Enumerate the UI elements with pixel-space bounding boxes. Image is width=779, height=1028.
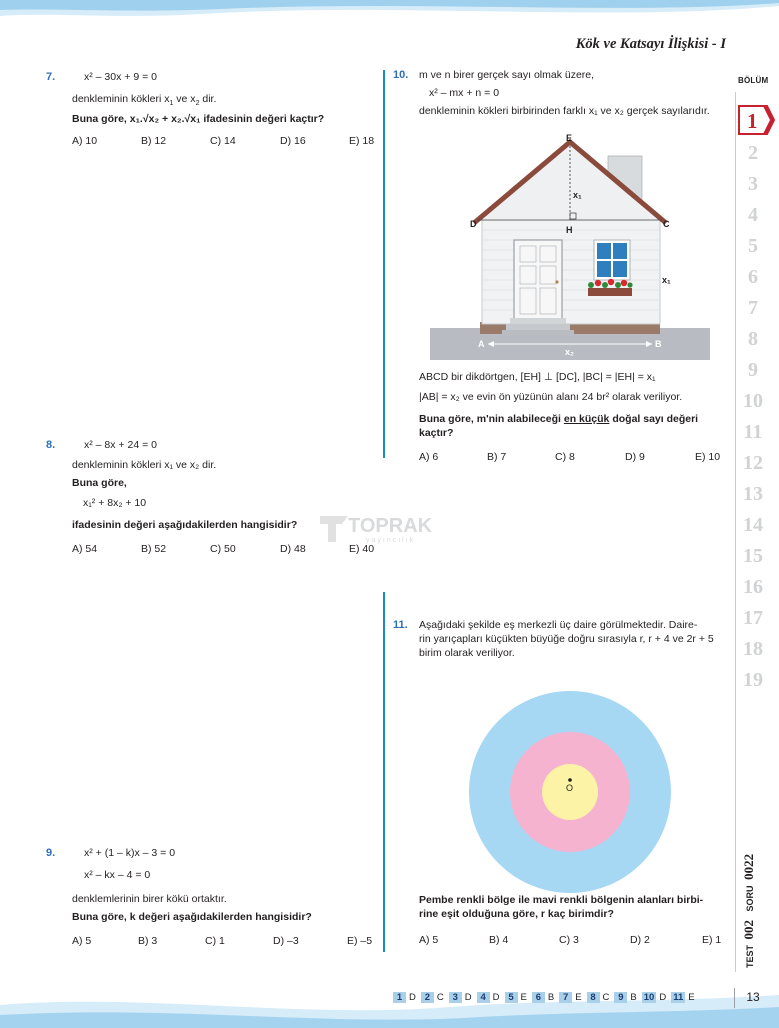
label-d: D [470, 219, 477, 229]
center-label: O [566, 783, 574, 793]
top-wave-decoration [0, 0, 779, 30]
answer-key-number: 10 [643, 992, 655, 1003]
flower-box [588, 288, 632, 296]
answer-key-letter: B [630, 992, 637, 1003]
answer-key [393, 992, 700, 1003]
section-number[interactable]: 16 [743, 576, 763, 598]
option-e[interactable]: E) 18 [349, 135, 375, 147]
info-line-1: ABCD bir dikdörtgen, [EH] ⊥ [DC], |BC| = |EH| = x₁ [419, 371, 656, 383]
answer-key-letter: E [520, 992, 527, 1003]
test-code-label: TEST 002 SORU 0022 [741, 853, 756, 968]
door-knob [555, 280, 558, 283]
answer-key-letter: D [464, 992, 472, 1003]
option-b[interactable]: B) 4 [489, 934, 509, 946]
question-number: 9. [46, 847, 56, 859]
publisher-watermark [318, 510, 458, 551]
question-text: denkleminin kökleri x₁ ve x₂ dir. [72, 459, 217, 471]
door [514, 240, 562, 320]
question-text-3: birim olarak veriliyor. [419, 647, 515, 659]
section-number[interactable]: 4 [748, 204, 758, 226]
label-c: C [663, 219, 670, 229]
option-a[interactable]: A) 54 [72, 543, 98, 555]
option-c[interactable]: C) 14 [210, 135, 236, 147]
section-number[interactable]: 10 [743, 390, 763, 412]
option-c[interactable]: C) 1 [205, 935, 225, 947]
answer-key-number: 9 [614, 992, 627, 1003]
answer-key-number: 2 [421, 992, 434, 1003]
svg-text:TOPRAK: TOPRAK [348, 515, 433, 537]
answer-key-number: 6 [532, 992, 545, 1003]
option-c[interactable]: C) 50 [210, 543, 236, 555]
option-a[interactable]: A) 6 [419, 451, 439, 463]
label-x1-roof: x₁ [573, 190, 582, 200]
svg-text:yayıncılık: yayıncılık [366, 537, 416, 544]
section-number[interactable]: 6 [748, 266, 758, 288]
option-d[interactable]: D) 48 [280, 543, 306, 555]
answer-key-number: 8 [587, 992, 600, 1003]
section-number[interactable]: 12 [743, 452, 763, 474]
question-7 [46, 70, 376, 148]
question-prompt: ifadesinin değeri aşağıdakilerden hangisidir? [72, 519, 298, 531]
house-wall [482, 220, 660, 324]
answer-key-letter: E [688, 992, 695, 1003]
svg-text:1: 1 [747, 109, 758, 133]
label-e: E [566, 133, 573, 143]
sidebar-divider [735, 92, 736, 972]
door-step-1 [510, 318, 566, 324]
answer-key-letter: D [409, 992, 416, 1003]
question-number: 7. [46, 71, 56, 83]
info-line-2: |AB| = x₂ ve evin ön yüzünün alanı 24 br² olarak veriliyor. [419, 391, 683, 403]
answer-key-number: 7 [559, 992, 572, 1003]
answer-key-number: 3 [449, 992, 462, 1003]
page-number-divider [734, 988, 735, 1008]
question-number: 10. [393, 69, 409, 81]
question-9 [46, 846, 376, 948]
door-step-2 [506, 324, 570, 330]
option-a[interactable]: A) 10 [72, 135, 98, 147]
answer-key-letter: E [575, 992, 582, 1003]
equation: x² – 8x + 24 = 0 [84, 439, 157, 451]
door-step-3 [502, 330, 574, 336]
page-title: Kök ve Katsayı İlişkisi - I [575, 36, 726, 52]
answer-key-number: 11 [673, 992, 684, 1003]
option-b[interactable]: B) 12 [141, 135, 167, 147]
question-text-1: Aşağıdaki şekilde eş merkezli üç daire görülmektedir. Daire- [419, 619, 698, 631]
section-number[interactable]: 15 [743, 545, 763, 567]
section-number[interactable]: 8 [748, 328, 758, 350]
answer-key-letter: C [436, 992, 444, 1003]
page-number: 13 [746, 990, 760, 1004]
question-text: denkleminin kökleri $x_1$ ve $x_2$ dir. [72, 93, 217, 108]
label-x2: x₂ [565, 347, 575, 357]
label-b: B [655, 339, 662, 349]
section-number[interactable]: 19 [743, 669, 763, 691]
option-e[interactable]: E) 10 [695, 451, 721, 463]
option-b[interactable]: B) 7 [487, 451, 507, 463]
column-divider-top [383, 70, 385, 458]
section-number[interactable]: 9 [748, 359, 758, 381]
option-d[interactable]: D) 16 [280, 135, 306, 147]
house-figure [430, 130, 710, 362]
option-a[interactable]: A) 5 [72, 935, 92, 947]
section-number[interactable]: 5 [748, 235, 758, 257]
answer-options [419, 933, 725, 947]
option-b[interactable]: B) 52 [141, 543, 167, 555]
equation: x² – mx + n = 0 [429, 87, 500, 99]
question-prompt: Buna göre, m'nin alabileceği en küçük doğal sayı değeri kaçtır? [419, 413, 699, 439]
option-d[interactable]: D) 2 [630, 934, 650, 946]
option-e[interactable]: E) 1 [702, 934, 722, 946]
question-10-info [419, 370, 725, 464]
center-point [568, 778, 572, 782]
question-intro: m ve n birer gerçek sayı olmak üzere, [419, 69, 595, 81]
question-11-prompt [419, 893, 725, 947]
answer-key-letter: B [547, 992, 555, 1003]
section-number[interactable]: 11 [743, 421, 763, 443]
question-text: denklemlerinin birer kökü ortaktır. [72, 893, 227, 905]
watermark-logo [318, 510, 458, 546]
equation-2: x² – kx – 4 = 0 [84, 869, 151, 881]
question-10 [393, 68, 725, 118]
question-text-2: rin yarıçapları küçükten büyüğe doğru sırasıyla r, r + 4 ve 2r + 5 [419, 633, 714, 645]
answer-key-number: 4 [477, 992, 490, 1003]
question-prompt-1: Pembe renkli bölge ile mavi renkli bölgenin alanları birbi- [419, 894, 704, 906]
option-b[interactable]: B) 3 [138, 935, 158, 947]
answer-key-number: 1 [393, 992, 406, 1003]
answer-options [72, 134, 376, 148]
question-prompt: Buna göre, x₁.√x₂ + x₂.√x₁ ifadesinin değeri kaçtır? [72, 113, 325, 125]
active-section-tab[interactable] [737, 104, 775, 136]
option-d[interactable]: D) 9 [625, 451, 645, 463]
bolum-label: BÖLÜM [738, 76, 769, 85]
section-number[interactable]: 14 [743, 514, 763, 536]
answer-key-letter: D [492, 992, 500, 1003]
question-lead: Buna göre, [72, 477, 127, 489]
concentric-circles-figure [468, 690, 672, 894]
question-number: 11. [393, 619, 408, 631]
answer-key-number: 5 [505, 992, 518, 1003]
section-number[interactable]: 18 [743, 638, 763, 660]
equation: x² – 30x + 9 = 0 [84, 71, 157, 83]
answer-options [419, 450, 725, 464]
option-a[interactable]: A) 5 [419, 934, 439, 946]
label-a: A [478, 339, 485, 349]
expression: x₁² + 8x₂ + 10 [83, 497, 147, 509]
section-number[interactable]: 2 [748, 142, 758, 164]
section-number[interactable]: 3 [748, 173, 758, 195]
question-text: denkleminin kökleri birbirinden farklı x₁ ve x₂ gerçek sayılarıdır. [419, 105, 710, 117]
section-number[interactable]: 17 [743, 607, 763, 629]
column-divider-bottom [383, 592, 385, 952]
section-number[interactable]: 13 [743, 483, 763, 505]
answer-key-letter: D [659, 992, 667, 1003]
answer-key-letter: C [602, 992, 610, 1003]
option-e[interactable]: E) –5 [347, 935, 373, 947]
question-11 [393, 618, 725, 660]
label-h: H [566, 225, 573, 235]
option-e[interactable]: E) 40 [349, 543, 375, 555]
question-number: 8. [46, 439, 56, 451]
answer-options [72, 934, 376, 948]
section-number[interactable]: 7 [748, 297, 758, 319]
question-prompt-2: rine eşit olduğuna göre, r kaç birimdir? [419, 908, 614, 920]
question-prompt: Buna göre, k değeri aşağıdakilerden hangisidir? [72, 911, 312, 923]
option-d[interactable]: D) –3 [273, 935, 299, 947]
label-x1-side: x₁ [662, 275, 671, 285]
equation-1: x² + (1 – k)x – 3 = 0 [84, 847, 176, 859]
option-c[interactable]: C) 3 [559, 934, 579, 946]
option-c[interactable]: C) 8 [555, 451, 575, 463]
